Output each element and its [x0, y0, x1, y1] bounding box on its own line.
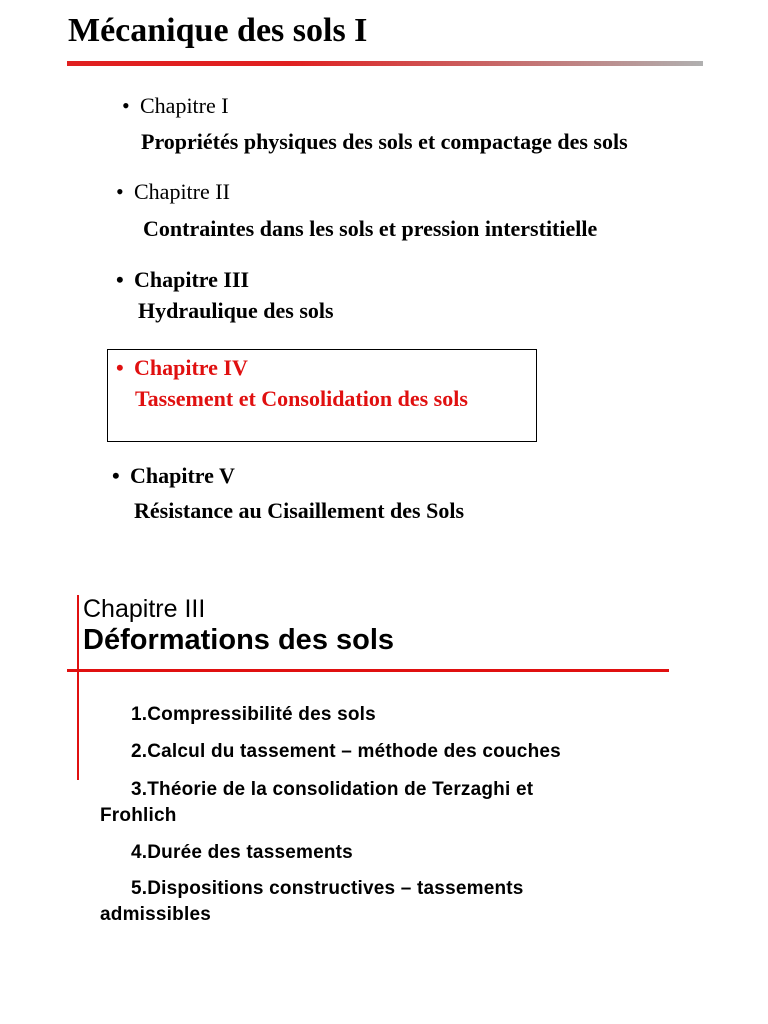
bullet-icon: •: [116, 355, 124, 380]
chapter-item-3: [116, 267, 249, 293]
chapter-item-1: [122, 93, 229, 119]
toc-item: 1.Compressibilité des sols: [131, 704, 376, 725]
toc-item: 3.Théorie de la consolidation de Terzaghi et: [131, 779, 534, 800]
accent-horizontal-line: [67, 669, 669, 672]
bullet-icon: •: [122, 93, 130, 118]
bullet-icon: •: [116, 267, 124, 292]
chapter-subtitle: Tassement et Consolidation des sols: [135, 386, 468, 411]
toc-item-continuation: admissibles: [100, 904, 211, 925]
chapter-subtitle: Contraintes dans les sols et pression interstitielle: [143, 216, 598, 241]
chapter-label: Chapitre V: [130, 463, 235, 488]
chapter-subtitle: Résistance au Cisaillement des Sols: [134, 498, 464, 523]
bullet-icon: •: [112, 463, 120, 488]
chapter-label: Chapitre IV: [134, 355, 248, 380]
bullet-icon: •: [116, 179, 124, 204]
toc-item-continuation: Frohlich: [100, 805, 177, 826]
page-title: Mécanique des sols I: [68, 12, 368, 49]
chapter-item-5: [112, 463, 235, 489]
chapter-item-2: [116, 179, 230, 205]
toc-item: 2.Calcul du tassement – méthode des couches: [131, 741, 561, 762]
toc-item: 5.Dispositions constructives – tassements: [131, 878, 524, 899]
title-underline: [67, 61, 703, 66]
section-chapter-label: Chapitre III: [83, 595, 206, 623]
section-title: Déformations des sols: [83, 624, 395, 656]
chapter-item-4: [116, 355, 248, 381]
chapter-label: Chapitre II: [134, 179, 230, 204]
chapter-subtitle: Hydraulique des sols: [138, 298, 334, 323]
accent-vertical-line: [77, 595, 79, 780]
chapter-label: Chapitre III: [134, 267, 250, 292]
chapter-subtitle: Propriétés physiques des sols et compactage des sols: [141, 129, 628, 154]
chapter-label: Chapitre I: [140, 93, 229, 118]
toc-item: 4.Durée des tassements: [131, 842, 353, 863]
